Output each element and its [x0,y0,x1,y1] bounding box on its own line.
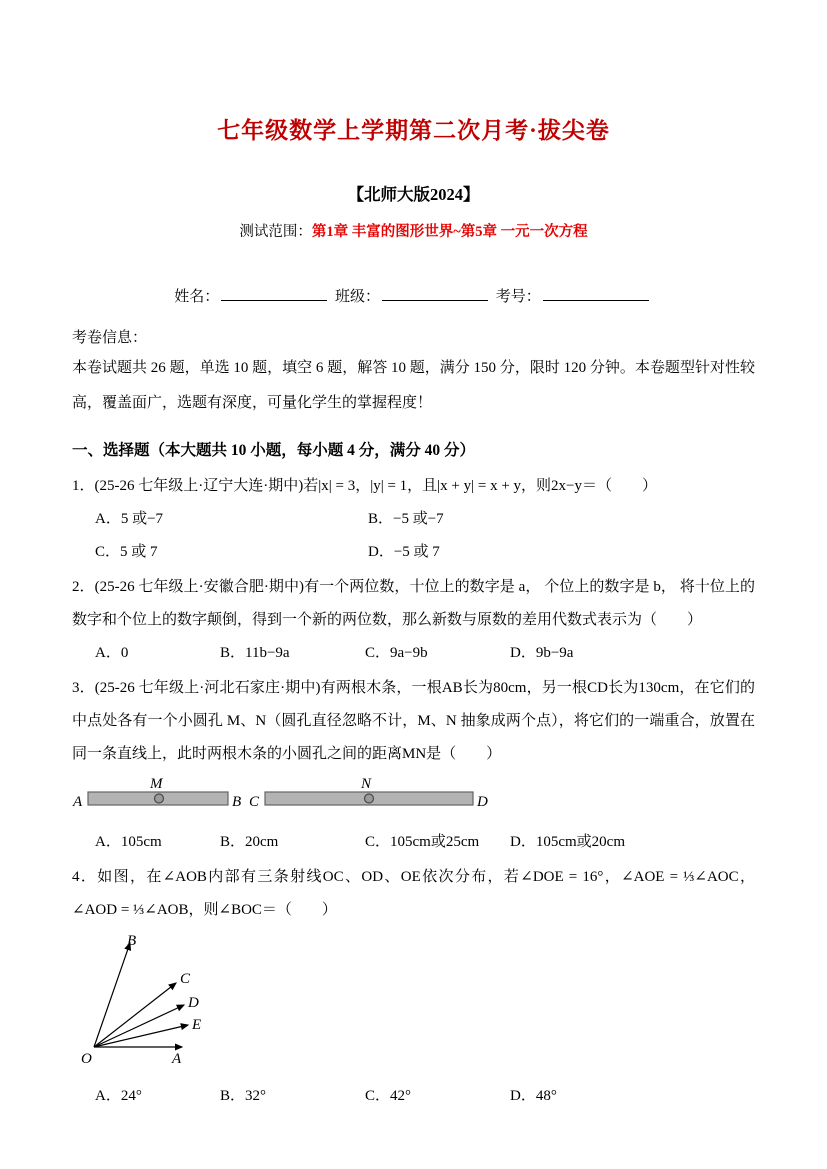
question-4 [72,861,755,1113]
question-1-stem: 1．(25-26 七年级上·辽宁大连·期中)若|x| = 3，|y| = 1，且|x + y| = x + y，则2x−y＝（ ） [72,478,658,495]
name-label: 姓名： [174,289,220,305]
name-blank [221,285,327,301]
angle-rays-figure [80,933,755,1078]
id-label: 考号： [495,289,541,305]
option-c: C．105cm或25cm [365,834,480,851]
scope-value: 第1章 丰富的图形世界~第5章 一元一次方程 [311,224,588,240]
question-4-options [95,1080,755,1113]
option-c: C．9a−9b [365,645,428,662]
label-a: A [172,1051,182,1068]
ray-ob [94,943,130,1047]
hole-m [155,794,164,803]
class-label: 班级： [334,289,380,305]
id-blank [543,285,649,301]
edition-label: 【北师大版2024】 [347,185,480,204]
label-m: M [150,777,163,793]
option-c: C．5 或 7 [95,544,158,561]
label-c: C [249,794,260,811]
scope-line [72,220,755,241]
option-a: A．24° [95,1088,142,1105]
option-a: A．5 或−7 [95,511,164,528]
option-d: D．9b−9a [510,645,574,662]
question-3-stem: 3．(25-26 七年级上·河北石家庄·期中)有两根木条，一根AB长为80cm，另一根CD长为130cm，在它们的中点处各有一个小圆孔 M、N（圆孔直径忽略不计，M、N 抽象成两个点），将它们的一端重合，放置在同一条直线上，此时两根木条的小圆孔之间的距离MN是（ ） [72,680,755,763]
question-4-stem: 4．如图，在∠AOB内部有三条射线OC、OD、OE依次分布，若∠DOE = 16°，∠AOE = ⅓∠AOC，∠AOD = ⅓∠AOB，则∠BOC＝（ ） [72,869,755,919]
label-d: D [188,995,199,1012]
option-d: D．−5 或 7 [368,544,440,561]
class-blank [382,285,488,301]
option-a: A．0 [95,645,129,662]
student-fields-line [72,285,755,306]
question-3-options [95,826,755,859]
question-1 [72,470,755,569]
label-e: E [192,1017,202,1034]
label-d: D [477,794,488,811]
option-a: A．105cm [95,834,162,851]
option-b: B．32° [220,1088,267,1105]
label-b: B [232,794,242,811]
label-c: C [180,971,191,988]
option-b: B．11b−9a [220,645,290,662]
question-3 [72,672,755,859]
option-b: B．−5 或−7 [368,511,444,528]
question-2-options [95,637,755,670]
question-2-number: 2． [72,579,95,596]
exam-info-heading: 考卷信息： [72,330,148,346]
question-3-number: 3． [72,680,95,697]
page-title: 七年级数学上学期第二次月考·拔尖卷 [217,118,610,143]
wood-bars-figure [72,777,755,824]
option-b: B．20cm [220,834,279,851]
question-1-number: 1． [72,478,95,495]
angle-rays-svg [80,933,290,1073]
label-a: A [73,794,83,811]
question-4-number: 4． [72,869,98,886]
option-d: D．105cm或20cm [510,834,625,851]
label-o: O [81,1051,92,1068]
question-1-options [95,503,755,569]
question-2-stem: 2．(25-26 七年级上·安徽合肥·期中)有一个两位数，十位上的数字是 a， 个位上的数字是 b， 将十位上的数字和个位上的数字颠倒，得到一个新的两位数，那么新数与原数的差用代数式表示为（ ） [72,579,755,629]
label-n: N [361,777,372,793]
label-b: B [127,933,137,950]
option-c: C．42° [365,1088,412,1105]
option-d: D．48° [510,1088,557,1105]
wood-bars-svg [72,777,492,819]
scope-label: 测试范围： [239,224,312,240]
question-2 [72,571,755,670]
section-heading: 一、选择题（本大题共 10 小题，每小题 4 分，满分 40 分） [72,442,476,459]
hole-n [365,794,374,803]
exam-info-body: 本卷试题共 26 题，单选 10 题，填空 6 题，解答 10 题，满分 150 分，限时 120 分钟。本卷题型针对性较高，覆盖面广，选题有深度，可量化学生的掌握程度！ [72,360,755,411]
